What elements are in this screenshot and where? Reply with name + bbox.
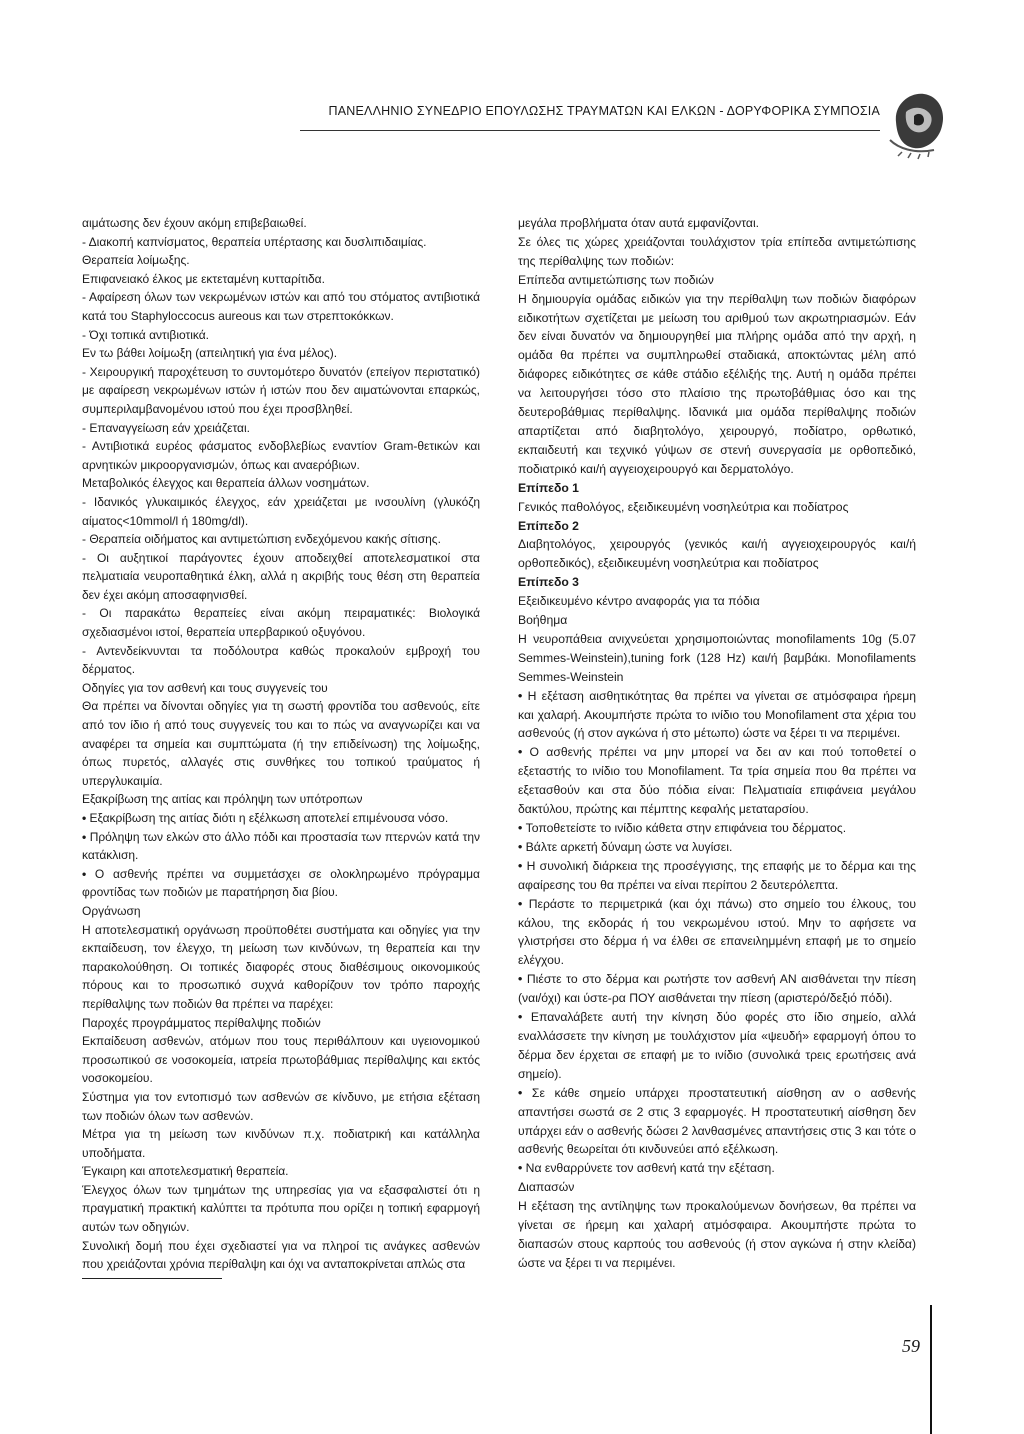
paragraph: - Αφαίρεση όλων των νεκρωμένων ιστών και από του στόματος αντιβιοτικά κατά του Staphyloccocus aureous και των στρεπτοκόκκων.: [82, 290, 480, 323]
bullet-item: • Σε κάθε σημείο υπάρχει προστατευτική αίσθηση αν ο ασθενής απαντήσει σωστά σε 2 στις 3 εφαρμογές. Η προστατευτική αίσθηση δεν υπάρχει εάν ο ασθενής δώσει 2 λανθασμένες απαντήσεις στις 3 και τότε ο ασθενής θεωρείται ότι κινδυνεύει από εξέλκωση.: [518, 1084, 916, 1160]
paragraph: Μέτρα για τη μείωση των κινδύνων π.χ. ποδιατρική και κατάλληλα υποδήματα.: [82, 1127, 480, 1160]
paragraph: Οργάνωση: [82, 903, 141, 918]
paragraph: Διαπασών: [518, 1180, 575, 1195]
paragraph: Η αποτελεσματική οργάνωση προϋποθέτει συστήματα και οδηγίες για την εκπαίδευση, τον έλεγχο, τη μείωση των κινδύνων, τη θεραπεία και την παρακολούθηση. Οι τοπικές διαφορές στους διαθέσιμους οικονομικούς πόρους και το προσωπικό συχνά καθορίζουν τον τρόπο παροχής περίθαλψης των ποδιών θα πρέπει να παρέχει:: [82, 922, 480, 1011]
bullet-item: • Να ενθαρρύνετε τον ασθενή κατά την εξέταση.: [518, 1159, 916, 1178]
paragraph: Εξακρίβωση της αιτίας και πρόληψη των υπότροπων: [82, 792, 363, 807]
right-column: [518, 214, 916, 1273]
paragraph: Συνολική δομή που έχει σχεδιαστεί για να πληροί τις ανάγκες ασθενών που χρειάζονται χρόνια περίθαλψη και όχι να ανταποκρίνεται απλώς στα: [82, 1238, 480, 1272]
bullet-item: • Ο ασθενής πρέπει να συμμετάσχει σε ολοκληρωμένο πρόγραμμα φροντίδας των ποδιών με παρατήρηση δια βίου.: [82, 865, 480, 902]
paragraph: αιμάτωσης δεν έχουν ακόμη επιβεβαιωθεί.: [82, 216, 307, 230]
bullet-item: • Εξακρίβωση της αιτίας διότι η εξέλκωση αποτελεί επιμένουσα νόσο.: [82, 809, 480, 828]
bullet-item: • Επαναλάβετε αυτή την κίνηση δύο φορές στο ίδιο σημείο, αλλά εναλλάσσετε την κίνηση με τουλάχιστον μία «ψευδή» εφαρμογή όπου το δέρμα δεν έρχεται σε επαφή με το ινίδιο (συνολικά τρεις ερωτήσεις ανά σημείο).: [518, 1008, 916, 1084]
symposium-logo-icon: [884, 82, 950, 164]
paragraph: Βοήθημα: [518, 613, 568, 628]
paragraph: - Διακοπή καπνίσματος, θεραπεία υπέρτασης και δυσλιπιδαιμίας.: [82, 234, 427, 249]
paragraph: - Θεραπεία οιδήματος και αντιμετώπιση ενδεχόμενου κακής σίτισης.: [82, 532, 441, 547]
page-edge-bar: [930, 1305, 932, 1434]
bullet-item: • Ο ασθενής πρέπει να μην μπορεί να δει αν και πού τοποθετεί ο εξεταστής το ινίδιο του Monofilament. Τα τρία σημεία που θα πρέπει να εξετασθούν και στα δύο πόδια είναι: Πελματιαία επιφάνεια μεγάλου δακτύλου, πρώτης και πέμπτης κεφαλής μεταταρσίου.: [518, 743, 916, 819]
bullet-item: • Η εξέταση αισθητικότητας θα πρέπει να γίνεται σε ατμόσφαιρα ήρεμη και χαλαρή. Ακουμπήστε πρώτα το ινίδιο του Monofilament στα χέρια του ασθενούς (ή στον αγκώνα ή στο μέτωπο) ώστε να ξέρει τι να περιμένει.: [518, 687, 916, 744]
paragraph: - Επαναγγείωση εάν χρειάζεται.: [82, 420, 250, 435]
bullet-item: • Τοποθετείστε το ινίδιο κάθετα στην επιφάνεια του δέρματος.: [518, 819, 916, 838]
paragraph: Η εξέταση της αντίληψης των προκαλούμενων δονήσεων, θα πρέπει να γίνεται σε ήρεμη και χαλαρή ατμόσφαιρα. Ακουμπήστε πρώτα το διαπασών στους καρπούς του ασθενούς (ή στον αγκώνα ή στην κλείδα) ώστε να ξέρει τι να περιμένει.: [518, 1199, 916, 1270]
paragraph: Η νευροπάθεια ανιχνεύεται χρησιμοποιώντας monofilaments 10g (5.07 Semmes-Weinstein),tuning fork (128 Hz) και/ή βαμβάκι. Monofilaments Semmes-Weinstein: [518, 631, 916, 684]
paragraph: Θα πρέπει να δίνονται οδηγίες για τη σωστή φροντίδα του ασθενούς, είτε από τον ίδιο ή από τους συγγενείς του και το πώς να αναγνωρίζει και να αναφέρει τα σημεία και συμπτώματα (ή την επιδείνωση) της λοίμωξης, όπως πυρετός, αλλαγές στις συνθήκες του τοπικού τραύματος ή υπεργλυκαιμία.: [82, 699, 480, 788]
paragraph: Η δημιουργία ομάδας ειδικών για την περίθαλψη των ποδιών διαφόρων ειδικοτήτων σχετίζεται με μείωση του αριθμού των ακρωτηριασμών. Εάν δεν είναι δυνατόν να δημιουργηθεί μια πλήρης ομάδα από την αρχή, η ομάδα θα πρέπει να συμπληρωθεί σταδιακά, αποκτώντας μέλη από διάφορες ειδικότητες σε κάθε στάδιο εξέλιξής της. Αυτή η ομάδα πρέπει να λειτουργήσει τόσο στο πλαίσιο της πρωτοβάθμιας όσο και της δευτεροβάθμιας περίθαλψης. Ιδανικά μια ομάδα περίθαλψης ποδιών απαρτίζεται από διαβητολόγο, χειρουργό, ποδίατρο, ορθωτικό, εκπαιδευτή και τεχνικό γύψων σε στενή συνεργασία με ορθοπεδικό, ποδιατρικό και/ή αγγειοχειρουργό και δερματολόγο.: [518, 291, 916, 476]
paragraph: - Ιδανικός γλυκαιμικός έλεγχος, εάν χρειάζεται με ινσουλίνη (γλυκόζη αίματος<10mmol/l ή 180mg/dl).: [82, 494, 480, 528]
paragraph: Εν τω βάθει λοίμωξη (απειλητική για ένα μέλος).: [82, 346, 338, 361]
section-heading: Επίπεδο 1: [518, 480, 579, 495]
paragraph: - Οι αυξητικοί παράγοντες έχουν αποδειχθεί αποτελεσματικοί στα πελματιαία νευροπαθητικά έλκη, αλλά η ακριβής τους θέση στη θεραπεία δεν έχει ακόμη αποσαφηνισθεί.: [82, 550, 480, 602]
left-column-bottom-rule: [82, 1278, 222, 1279]
paragraph: Σε όλες τις χώρες χρειάζονται τουλάχιστον τρία επίπεδα αντιμετώπισης της περίθαλψης των ποδιών:: [518, 234, 916, 268]
paragraph: Διαβητολόγος, χειρουργός (γενικός και/ή αγγειοχειρουργός και/ή ορθοπεδικός), εξειδικευμένη νοσηλεύτρια και ποδίατρος: [518, 537, 916, 571]
page-number: 59: [902, 1336, 920, 1356]
paragraph: Σύστημα για τον εντοπισμό των ασθενών σε κίνδυνο, με ετήσια εξέταση των ποδιών όλων των ασθενών.: [82, 1089, 480, 1123]
left-column: [82, 214, 480, 1274]
section-heading: Επίπεδο 3: [518, 575, 579, 590]
paragraph: Έγκαιρη και αποτελεσματική θεραπεία.: [82, 1164, 289, 1179]
paragraph: - Χειρουργική παροχέτευση το συντομότερο δυνατόν (επείγον περιστατικό) με αφαίρεση νεκρωμένων ιστών ή ιστών που δεν αιματώνονται επαρκώς, συμπεριλαμβανομένου ιστού που έχει προσβληθεί.: [82, 364, 480, 416]
paragraph: μεγάλα προβλήματα όταν αυτά εμφανίζονται.: [518, 216, 760, 230]
paragraph: - Αντιβιοτικά ευρέος φάσματος ενδοβλεβίως εναντίον Gram-θετικών και αρνητικών μικροοργανισμών, όπως και αναερόβιων.: [82, 439, 480, 472]
paragraph: Μεταβολικός έλεγχος και θεραπεία άλλων νοσημάτων.: [82, 476, 370, 491]
bullet-item: • Πιέστε το στο δέρμα και ρωτήστε τον ασθενή ΑΝ αισθάνεται την πίεση (ναι/όχι) και ύστε-ρα ΠΟΥ αισθάνεται την πίεση (αριστερό/δεξιό πόδι).: [518, 970, 916, 1008]
paragraph: Εξειδικευμένο κέντρο αναφοράς για τα πόδια: [518, 594, 760, 609]
paragraph: - Όχι τοπικά αντιβιοτικά.: [82, 327, 210, 342]
bullet-item: • Η συνολική διάρκεια της προσέγγισης, της επαφής με το δέρμα και της αφαίρεσης του θα πρέπει να είναι περίπου 2 δευτερόλεπτα.: [518, 857, 916, 895]
section-heading: Επίπεδο 2: [518, 518, 579, 533]
bullet-item: • Πρόληψη των ελκών στο άλλο πόδι και προστασία των πτερνών κατά την κατάκλιση.: [82, 828, 480, 865]
paragraph: Παροχές προγράμματος περίθαλψης ποδιών: [82, 1015, 321, 1030]
paragraph: Θεραπεία λοίμωξης.: [82, 253, 190, 268]
paragraph: - Αντενδείκνυνται τα ποδόλουτρα καθώς προκαλούν εμβροχή του δέρματος.: [82, 643, 480, 677]
bullet-item: • Βάλτε αρκετή δύναμη ώστε να λυγίσει.: [518, 838, 916, 857]
paragraph: Γενικός παθολόγος, εξειδικευμένη νοσηλεύτρια και ποδίατρος: [518, 499, 849, 514]
paragraph: Έλεγχος όλων των τμημάτων της υπηρεσίας για να εξασφαλιστεί ότι η πραγματική πρακτική καλύπτει τα πρότυπα που ορίζει η τοπική εφαρμογή αυτών των οδηγιών.: [82, 1182, 480, 1235]
running-header: ΠΑΝΕΛΛΗΝΙΟ ΣΥΝΕΔΡΙΟ ΕΠΟΥΛΩΣΗΣ ΤΡΑΥΜΑΤΩΝ ΚΑΙ ΕΛΚΩΝ - ΔΟΡΥΦΟΡΙΚΑ ΣΥΜΠΟΣΙΑ: [328, 104, 880, 118]
paragraph: Εκπαίδευση ασθενών, ατόμων που τους περιθάλπουν και υγειονομικού προσωπικού σε νοσοκομεία, ιατρεία πρωτοβάθμιας περίθαλψης και εκτός νοσοκομείου.: [82, 1034, 480, 1086]
paragraph: - Οι παρακάτω θεραπείες είναι ακόμη πειραματικές: Βιολογικά σχεδιασμένοι ιστοί, θεραπεία υπερβαρικού οξυγόνου.: [82, 606, 480, 640]
header-rule: [300, 130, 880, 131]
bullet-item: • Περάστε το περιμετρικά (και όχι πάνω) στο σημείο του έλκους, του κάλου, της εκδοράς ή του νεκρωμένου ιστού. Μην το αφήσετε να γλιστρήσει στο δέρμα ή να έλθει σε επανειλημμένη επαφή με το σημείο ελέγχου.: [518, 895, 916, 971]
paragraph: Οδηγίες για τον ασθενή και τους συγγενείς του: [82, 680, 328, 695]
paragraph: Επίπεδα αντιμετώπισης των ποδιών: [518, 272, 714, 287]
paragraph: Επιφανειακό έλκος με εκτεταμένη κυτταρίτιδα.: [82, 271, 325, 286]
